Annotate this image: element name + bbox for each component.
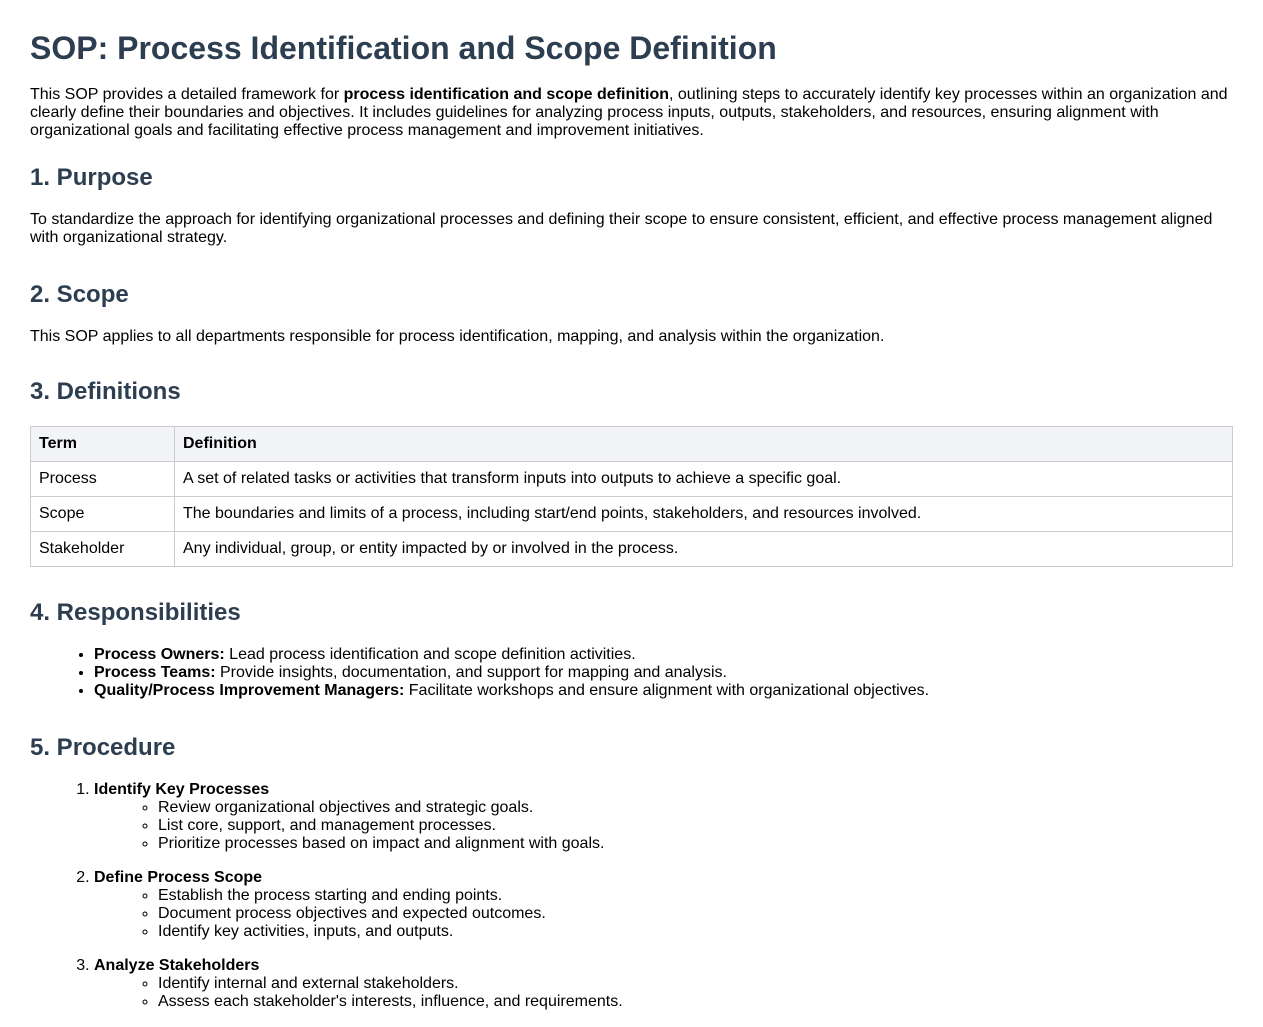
list-item bbox=[94, 646, 1233, 664]
role-name: Process Teams: bbox=[94, 664, 216, 681]
step-subitems bbox=[94, 799, 1233, 853]
role-description: Provide insights, documentation, and support for mapping and analysis. bbox=[215, 664, 727, 681]
list-item: ◦ Document process objectives and expected outcomes. bbox=[158, 905, 1233, 923]
procedure-step bbox=[94, 869, 1233, 941]
role-name: Quality/Process Improvement Managers: bbox=[94, 682, 405, 699]
procedure-list bbox=[30, 781, 1233, 1011]
column-header-term: Term bbox=[31, 427, 175, 462]
step-subitems bbox=[94, 975, 1233, 1011]
list-item bbox=[94, 682, 1233, 700]
definitions-heading: 3. Definitions bbox=[30, 378, 181, 405]
table-row bbox=[31, 462, 1233, 497]
table-header-row bbox=[31, 427, 1233, 462]
scope-text: This SOP applies to all departments responsible for process identification, mapping, and analysis within the organization. bbox=[30, 328, 885, 345]
role-description: Facilitate workshops and ensure alignment with organizational objectives. bbox=[404, 682, 930, 699]
definition-cell: A set of related tasks or activities that transform inputs into outputs to achieve a specific goal. bbox=[175, 462, 1233, 497]
list-item: ◦ Review organizational objectives and strategic goals. bbox=[158, 799, 1233, 817]
role-description: Lead process identification and scope definition activities. bbox=[224, 646, 636, 663]
term-cell: Stakeholder bbox=[31, 532, 175, 567]
table-row bbox=[31, 532, 1233, 567]
column-header-definition: Definition bbox=[175, 427, 1233, 462]
responsibilities-list bbox=[30, 646, 1233, 700]
page-title: SOP: Process Identification and Scope Definition bbox=[30, 30, 777, 66]
definition-cell: Any individual, group, or entity impacted by or involved in the process. bbox=[175, 532, 1233, 567]
list-item: ◦ List core, support, and management processes. bbox=[158, 817, 1233, 835]
procedure-step bbox=[94, 957, 1233, 1011]
intro-text-end: , outlining steps to accurately identify key processes within an organization and clearly define their boundaries and objectives. It includes guidelines for analyzing process inputs, outputs, stakeholders, and resources, ensuring alignment with organizational goals and facilitating effective process management and improvement initiatives. bbox=[30, 86, 1228, 139]
intro-paragraph bbox=[30, 86, 1233, 140]
step-title: Identify Key Processes bbox=[94, 781, 270, 798]
purpose-heading: 1. Purpose bbox=[30, 164, 153, 191]
list-item: ◦ Identify key activities, inputs, and outputs. bbox=[158, 923, 1233, 941]
intro-bold-phrase: process identification and scope definition bbox=[343, 86, 669, 103]
step-title: Define Process Scope bbox=[94, 869, 263, 886]
table-row bbox=[31, 497, 1233, 532]
list-item: ◦ Establish the process starting and ending points. bbox=[158, 887, 1233, 905]
procedure-heading: 5. Procedure bbox=[30, 734, 176, 761]
role-name: Process Owners: bbox=[94, 646, 225, 663]
step-title: Analyze Stakeholders bbox=[94, 957, 260, 974]
scope-heading: 2. Scope bbox=[30, 281, 129, 308]
term-cell: Process bbox=[31, 462, 175, 497]
intro-text-start: This SOP provides a detailed framework for bbox=[30, 86, 344, 103]
procedure-step bbox=[94, 781, 1233, 853]
list-item: ◦ Prioritize processes based on impact and alignment with goals. bbox=[158, 835, 1233, 853]
purpose-text: To standardize the approach for identifying organizational processes and defining their scope to ensure consistent, efficient, and effective process management aligned with organizational strategy. bbox=[30, 211, 1213, 246]
definitions-table bbox=[30, 426, 1233, 567]
term-cell: Scope bbox=[31, 497, 175, 532]
step-subitems bbox=[94, 887, 1233, 941]
responsibilities-heading: 4. Responsibilities bbox=[30, 599, 241, 626]
list-item: ◦ Assess each stakeholder's interests, influence, and requirements. bbox=[158, 993, 1233, 1011]
list-item bbox=[94, 664, 1233, 682]
list-item: ◦ Identify internal and external stakeholders. bbox=[158, 975, 1233, 993]
definition-cell: The boundaries and limits of a process, including start/end points, stakeholders, and resources involved. bbox=[175, 497, 1233, 532]
